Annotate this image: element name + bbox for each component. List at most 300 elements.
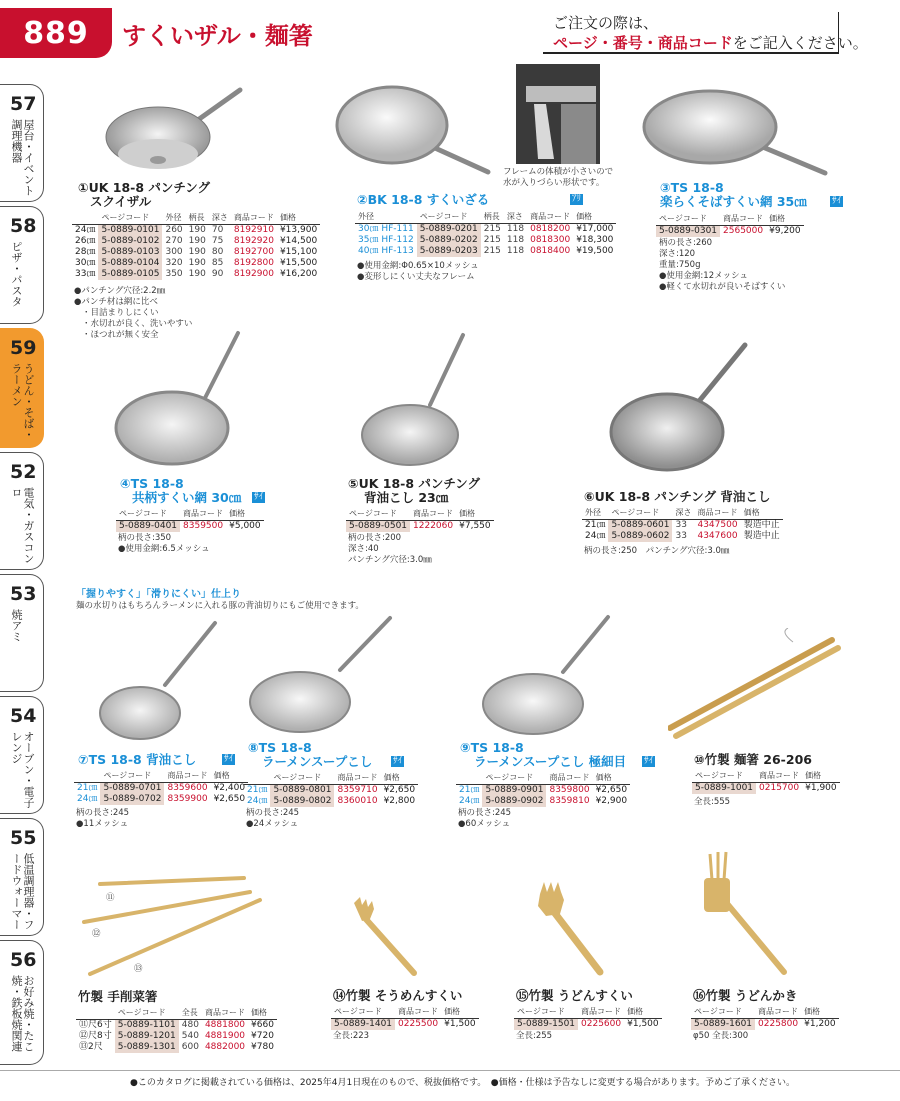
note: 柄の長さ:200 [348, 533, 402, 543]
col-header: 深さ [209, 211, 231, 225]
product-image-2 [330, 80, 495, 180]
product-code-cell: 8360010 [337, 796, 378, 806]
product-code-cell: 0225500 [398, 1019, 439, 1029]
product-code-cell: 0215700 [759, 783, 800, 793]
table-row [72, 247, 320, 258]
length-cell: 600 [181, 1042, 199, 1052]
note: 全長:555 [694, 797, 731, 807]
product-code-cell: 8192700 [233, 247, 274, 257]
product-7-badge: ｻｲ [224, 754, 234, 764]
page-code-cell: 5-0889-1001 [692, 783, 756, 795]
col-header: 商品コード [231, 211, 277, 225]
col-header: 商品コード [164, 769, 210, 783]
price-cell: ¥14,500 [279, 236, 318, 246]
outer-diameter-cell: 270 [165, 236, 183, 246]
product-6-table [582, 506, 783, 542]
product-image-8 [245, 610, 395, 740]
outer-diameter-cell: 350 [165, 269, 183, 279]
outer-diameter-cell: 300 [165, 247, 183, 257]
page-code-cell: 5-0889-1201 [115, 1031, 179, 1042]
note: 全長:255 [516, 1031, 553, 1041]
order-note-line1: ご注文の際は、 [553, 14, 659, 32]
page-title: すくいザル・麺箸 [122, 22, 313, 50]
product-15-title: ⑮竹製 うどんすくい [516, 988, 633, 1003]
tab-label: うどん・そば・ラーメン [10, 363, 35, 440]
table-row [76, 1031, 277, 1042]
caption-line: フレームの体積が小さいので [503, 167, 614, 177]
product-code-cell: 0225800 [758, 1019, 799, 1029]
page-code-cell: 5-0889-0802 [270, 796, 334, 807]
col-header: 柄長 [186, 211, 209, 225]
col-header: 外径 [582, 506, 608, 520]
size-cell: ⑫尺8寸 [79, 1031, 112, 1041]
price-cell: ¥660 [251, 1020, 274, 1030]
product-7-notes [76, 808, 129, 830]
product-9-notes [458, 808, 511, 830]
size-cell: 30㎝ [75, 258, 96, 268]
depth-cell: 33 [675, 531, 687, 541]
page-code-cell: 5-0889-0801 [270, 785, 334, 797]
note: ●24メッシュ [246, 819, 299, 829]
caption-line: 水が入りづらい形状です。 [503, 178, 605, 188]
note: 深さ:40 [348, 544, 379, 554]
product-3-title: ③TS 18-8 [660, 180, 724, 195]
product-image-9 [478, 612, 618, 742]
product-image-15 [532, 880, 617, 980]
footer-divider [0, 1070, 900, 1071]
depth-cell: 80 [211, 247, 224, 257]
series-tagline: 「握りやすく」「滑りにくい」仕上り [76, 589, 241, 600]
price-cell: ¥5,000 [229, 521, 261, 531]
note: 深さ:120 [659, 249, 696, 259]
product-6-title: ⑥UK 18-8 パンチング 背油こし [584, 489, 771, 504]
label-13: ⑬ [134, 964, 143, 974]
price-cell: ¥2,400 [213, 783, 246, 793]
size-cell: 21㎝ [77, 783, 98, 793]
note: パンチング穴径:3.0㎜ [348, 555, 432, 565]
depth-cell: 75 [211, 236, 224, 246]
price-cell: ¥780 [251, 1042, 274, 1052]
product-2-table [355, 210, 616, 257]
tab-number: 53 [10, 583, 37, 605]
col-header: 価格 [381, 771, 419, 785]
page-code-cell: 5-0889-0901 [482, 785, 546, 797]
product-9-badge: ｻｲ [644, 756, 654, 766]
page-code-cell: 5-0889-0105 [98, 269, 162, 280]
tab-label: 焼アミ [10, 609, 23, 642]
price-cell: ¥2,650 [595, 785, 628, 795]
product-4-notes [118, 533, 210, 555]
order-note-line2 [553, 32, 868, 53]
price-cell: ¥15,100 [279, 247, 318, 257]
page-code-cell: 5-0889-0103 [98, 247, 162, 258]
col-header: 深さ [672, 506, 694, 520]
size-cell: 24㎝ [459, 796, 480, 806]
col-header: 商品コード [180, 507, 226, 521]
col-header: 価格 [248, 1006, 277, 1020]
length-cell: 480 [181, 1020, 199, 1030]
col-header: ページコード [482, 771, 546, 785]
page-code-cell: 5-0889-0202 [417, 235, 481, 246]
tab-57[interactable] [0, 84, 44, 202]
note: ●60メッシュ [458, 819, 511, 829]
col-header: 価格 [277, 211, 320, 225]
col-header: 価格 [741, 506, 783, 520]
product-3-table [656, 212, 804, 237]
product-5-title: ⑤UK 18-8 パンチング [348, 476, 481, 491]
depth-cell: 118 [506, 246, 525, 256]
note: ●パンチング穴径:2.2㎜ [74, 286, 166, 296]
col-header: ページコード [692, 769, 756, 783]
product-code-cell: 0818200 [530, 224, 571, 234]
note: 柄の長さ:260 [659, 238, 713, 248]
page-code-cell: 5-0889-0301 [656, 226, 720, 238]
table-row [74, 794, 248, 805]
tab-54[interactable] [0, 696, 44, 814]
col-header: 商品コード [410, 507, 456, 521]
handle-length-cell: 215 [483, 246, 501, 256]
product-1-subtitle: スクイザル [90, 194, 152, 209]
tab-label: 低温調理器・フードウォーマー [10, 853, 35, 930]
col-header: 深さ [504, 210, 527, 224]
page-code-cell: 5-0889-0203 [417, 246, 481, 257]
tab-52[interactable] [0, 452, 44, 570]
col-header: 商品コード [578, 1005, 624, 1019]
size-cell: 24㎝ [75, 225, 96, 235]
product-5-subtitle: 背油こし 23㎝ [364, 490, 449, 505]
note: ●変形しにくい丈夫なフレーム [357, 272, 475, 282]
product-14-table [331, 1005, 479, 1030]
price-cell: ¥720 [251, 1031, 274, 1041]
product-image-11-13 [78, 870, 268, 980]
col-header: 柄長 [481, 210, 504, 224]
col-header: 外径 [355, 210, 417, 224]
product-code-cell: 4881800 [204, 1020, 246, 1030]
tab-number: 56 [10, 949, 37, 971]
table-row [355, 224, 616, 236]
price-cell: ¥1,200 [804, 1019, 836, 1029]
size-model-cell: 35㎝ HF-112 [358, 235, 414, 245]
note: ●使用金網:Φ0.65×10メッシュ [357, 261, 479, 271]
price-cell: ¥7,550 [459, 521, 491, 531]
note: 柄の長さ:245 [76, 808, 130, 818]
series-description: 麺の水切りはもちろんラーメンに入れる豚の背油切りにもご使用できます。 [76, 601, 364, 611]
product-code-cell: 8192800 [233, 258, 274, 268]
product-8-badge: ｻｲ [393, 756, 403, 766]
note: ●11メッシュ [76, 819, 129, 829]
col-header: ページコード [270, 771, 334, 785]
product-16-title: ⑯竹製 うどんかき [693, 988, 798, 1003]
col-header: ページコード [346, 507, 410, 521]
price-cell: ¥2,800 [383, 796, 416, 806]
product-9-title: ⑨TS 18-8 [460, 740, 524, 755]
product-6-notes [584, 546, 729, 557]
tab-label: お好み焼・たこ焼・鉄板焼関連 [10, 975, 35, 1052]
note: 柄の長さ:245 [458, 808, 512, 818]
page-code-cell: 5-0889-1401 [331, 1019, 395, 1031]
product-14-notes [333, 1031, 369, 1042]
price-cell: ¥1,900 [805, 783, 837, 793]
price-cell: ¥16,200 [279, 269, 318, 279]
col-header: 商品コード [694, 506, 740, 520]
col-header: ページコード [100, 769, 164, 783]
size-cell: 21㎝ [247, 785, 268, 795]
order-note-emphasis: ページ・番号・商品コード [553, 34, 733, 52]
product-1-title: ①UK 18-8 パンチング [78, 180, 211, 195]
col-header: 商品コード [395, 1005, 441, 1019]
product-image-10 [668, 628, 848, 743]
size-cell: 26㎝ [75, 236, 96, 246]
product-image-6 [605, 340, 755, 480]
tab-number: 59 [10, 337, 37, 359]
note: φ50 全長:300 [693, 1031, 749, 1041]
depth-cell: 118 [506, 235, 525, 245]
handle-length-cell: 190 [188, 247, 206, 257]
table-row [72, 258, 320, 269]
col-header: 価格 [593, 771, 631, 785]
product-image-14 [348, 895, 428, 980]
tab-56[interactable] [0, 940, 44, 1065]
status-cell: 製造中止 [743, 520, 780, 530]
table-row [355, 235, 616, 246]
table-row [582, 520, 783, 532]
product-4-table [116, 507, 264, 532]
product-code-cell: 8359810 [549, 796, 590, 806]
product-image-5 [355, 330, 475, 470]
product-4-badge: ｻｲ [254, 492, 264, 502]
order-note [543, 12, 868, 54]
product-4-subtitle: 共柄すくい網 30㎝ [132, 490, 242, 505]
product-5-notes [348, 533, 432, 566]
price-cell: ¥9,200 [769, 226, 801, 236]
page-code-cell: 5-0889-0501 [346, 521, 410, 533]
table-row [72, 225, 320, 237]
col-header: ページコード [417, 210, 481, 224]
col-header: 価格 [766, 212, 804, 226]
col-header: 商品コード [720, 212, 766, 226]
table-row [72, 269, 320, 280]
product-7-table [74, 769, 248, 805]
price-cell: ¥2,650 [383, 785, 416, 795]
note: ●使用金網:12メッシュ [659, 271, 748, 281]
page-code-cell: 5-0889-0601 [608, 520, 672, 532]
size-cell: ⑬2尺 [79, 1042, 103, 1052]
product-code-cell: 8359600 [167, 783, 208, 793]
product-10-notes [694, 797, 730, 808]
product-image-3 [640, 85, 830, 180]
tab-number: 54 [10, 705, 37, 727]
page-code-cell: 5-0889-0201 [417, 224, 481, 236]
product-2-badge: ｱﾘ [572, 194, 582, 204]
outer-diameter-cell: 260 [165, 225, 183, 235]
footer-note: ●このカタログに掲載されている価格は、2025年4月1日現在のもので、税抜価格です。 ●価格・仕様は予告なしに変更する場合があります。予めご了承ください。 [130, 1078, 795, 1088]
handle-length-cell: 190 [188, 225, 206, 235]
col-header: ページコード [115, 1006, 179, 1020]
size-cell: 28㎝ [75, 247, 96, 257]
product-7-title: ⑦TS 18-8 背油こし [78, 752, 197, 767]
label-11: ⑪ [106, 893, 115, 903]
table-row [74, 783, 248, 795]
product-2-notes [357, 261, 479, 283]
depth-cell: 85 [211, 258, 224, 268]
note: ・水切れが良く、洗いやすい [82, 319, 193, 329]
length-cell: 540 [181, 1031, 199, 1041]
product-code-cell: 8359900 [167, 794, 208, 804]
table-row [331, 1019, 479, 1031]
tab-label: オーブン・電子レンジ [10, 731, 35, 808]
product-3-subtitle: 楽らくそばすくい網 35㎝ [660, 194, 807, 209]
product-image-4 [110, 328, 260, 468]
page-code-cell: 5-0889-1501 [514, 1019, 578, 1031]
product-3-badge: ｻｲ [832, 196, 842, 206]
tab-59[interactable] [0, 328, 44, 448]
table-row [456, 785, 630, 797]
size-cell: 24㎝ [585, 531, 606, 541]
product-11-table [76, 1006, 277, 1053]
size-cell: 33㎝ [75, 269, 96, 279]
col-header: ページコード [514, 1005, 578, 1019]
table-row [116, 521, 264, 533]
table-row [514, 1019, 662, 1031]
size-model-cell: 40㎝ HF-113 [358, 246, 414, 256]
product-image-16 [700, 850, 790, 980]
depth-cell: 70 [211, 225, 224, 235]
page-code-cell: 5-0889-0701 [100, 783, 164, 795]
product-3-notes [659, 238, 785, 293]
price-cell: ¥15,500 [279, 258, 318, 268]
col-header: ページコード [656, 212, 720, 226]
product-code-cell: 4881900 [204, 1031, 246, 1041]
product-9-table [456, 771, 630, 807]
price-cell: ¥1,500 [444, 1019, 476, 1029]
table-row [76, 1020, 277, 1032]
note: ●パンチ材は網に比べ [74, 297, 158, 307]
product-code-cell: 4347500 [697, 520, 738, 530]
size-cell: ⑪尺6寸 [79, 1020, 112, 1030]
col-header: 価格 [624, 1005, 662, 1019]
product-8-table [244, 771, 418, 807]
product-5-table [346, 507, 494, 532]
tab-number: 52 [10, 461, 37, 483]
product-8-notes [246, 808, 299, 830]
page-code-cell: 5-0889-0602 [608, 531, 672, 542]
note: 重量:750g [659, 260, 701, 270]
order-note-rest: をご記入ください。 [732, 34, 868, 52]
table-row [244, 785, 418, 797]
tab-55[interactable] [0, 818, 44, 936]
col-header: 価格 [211, 769, 249, 783]
size-cell: 21㎝ [459, 785, 480, 795]
size-cell: 21㎝ [585, 520, 606, 530]
col-header: ページコード [116, 507, 180, 521]
price-cell: ¥1,500 [627, 1019, 659, 1029]
tab-number: 58 [10, 215, 37, 237]
col-header: 価格 [226, 507, 264, 521]
note: ・ほつれが無く安全 [82, 330, 159, 340]
note: 柄の長さ:350 [118, 533, 172, 543]
note: ●軽くて水切れが良いそばすくい [659, 282, 786, 292]
col-header: 商品コード [527, 210, 573, 224]
note: ●使用金網:6.5メッシュ [118, 544, 210, 554]
table-row [582, 531, 783, 542]
page-code-cell: 5-0889-0702 [100, 794, 164, 805]
price-cell: ¥2,650 [213, 794, 246, 804]
product-code-cell: 8359500 [183, 521, 224, 531]
table-row [691, 1019, 839, 1031]
col-header: 外径 [162, 211, 185, 225]
outer-diameter-cell: 320 [165, 258, 183, 268]
col-header: 全長 [179, 1006, 202, 1020]
handle-length-cell: 190 [188, 236, 206, 246]
tab-number: 57 [10, 93, 37, 115]
product-16-notes [693, 1031, 748, 1042]
col-header: 価格 [456, 507, 494, 521]
frame-closeup-image [516, 64, 600, 164]
note: ・目詰まりしにくい [82, 308, 159, 318]
table-row [346, 521, 494, 533]
table-row [656, 226, 804, 238]
tab-label: 電気・ガスコンロ [10, 487, 35, 564]
product-15-table [514, 1005, 662, 1030]
price-cell: ¥18,300 [576, 235, 614, 245]
product-11-title: 竹製 手削菜箸 [78, 989, 158, 1004]
product-2-title-text: ②BK 18-8 すくいざる [357, 192, 490, 207]
tab-58[interactable] [0, 206, 44, 324]
page-code-cell: 5-0889-0102 [98, 236, 162, 247]
size-cell: 24㎝ [247, 796, 268, 806]
product-2-caption [503, 167, 613, 189]
depth-cell: 33 [675, 520, 687, 530]
note: 全長:223 [333, 1031, 370, 1041]
price-cell: ¥17,000 [576, 224, 614, 234]
product-image-7 [95, 615, 225, 745]
tab-53[interactable] [0, 574, 44, 692]
product-8-title: ⑧TS 18-8 [248, 740, 312, 755]
table-row [76, 1042, 277, 1053]
col-header: ページコード [98, 211, 162, 225]
price-cell: ¥13,900 [279, 225, 318, 235]
tab-label: 屋台・イベント調理機器 [10, 119, 35, 196]
product-code-cell: 8192920 [233, 236, 274, 246]
product-code-cell: 0225600 [581, 1019, 622, 1029]
page-code-cell: 5-0889-1301 [115, 1042, 179, 1053]
page-code-cell: 5-0889-0104 [98, 258, 162, 269]
table-row [456, 796, 630, 807]
size-cell: 24㎝ [77, 794, 98, 804]
col-header: ページコード [608, 506, 672, 520]
product-code-cell: 8359710 [337, 785, 378, 795]
product-image-1 [100, 82, 250, 182]
col-header: 価格 [801, 1005, 839, 1019]
tab-label: ピザ・パスタ [10, 241, 23, 307]
product-16-table [691, 1005, 839, 1030]
page-code-cell: 5-0889-1601 [691, 1019, 755, 1031]
tab-number: 55 [10, 827, 37, 849]
col-header: ページコード [691, 1005, 755, 1019]
page-code-cell: 5-0889-1101 [115, 1020, 179, 1032]
product-code-cell: 8192900 [233, 269, 274, 279]
product-code-cell: 2565000 [723, 226, 764, 236]
price-cell: ¥19,500 [576, 246, 614, 256]
label-12: ⑫ [92, 929, 101, 939]
page-number: 889 [0, 8, 112, 58]
product-4-title: ④TS 18-8 [120, 476, 184, 491]
table-row [355, 246, 616, 257]
depth-cell: 118 [506, 224, 525, 234]
product-15-notes [516, 1031, 552, 1042]
note: 柄の長さ:245 [246, 808, 300, 818]
col-header: ページコード [331, 1005, 395, 1019]
